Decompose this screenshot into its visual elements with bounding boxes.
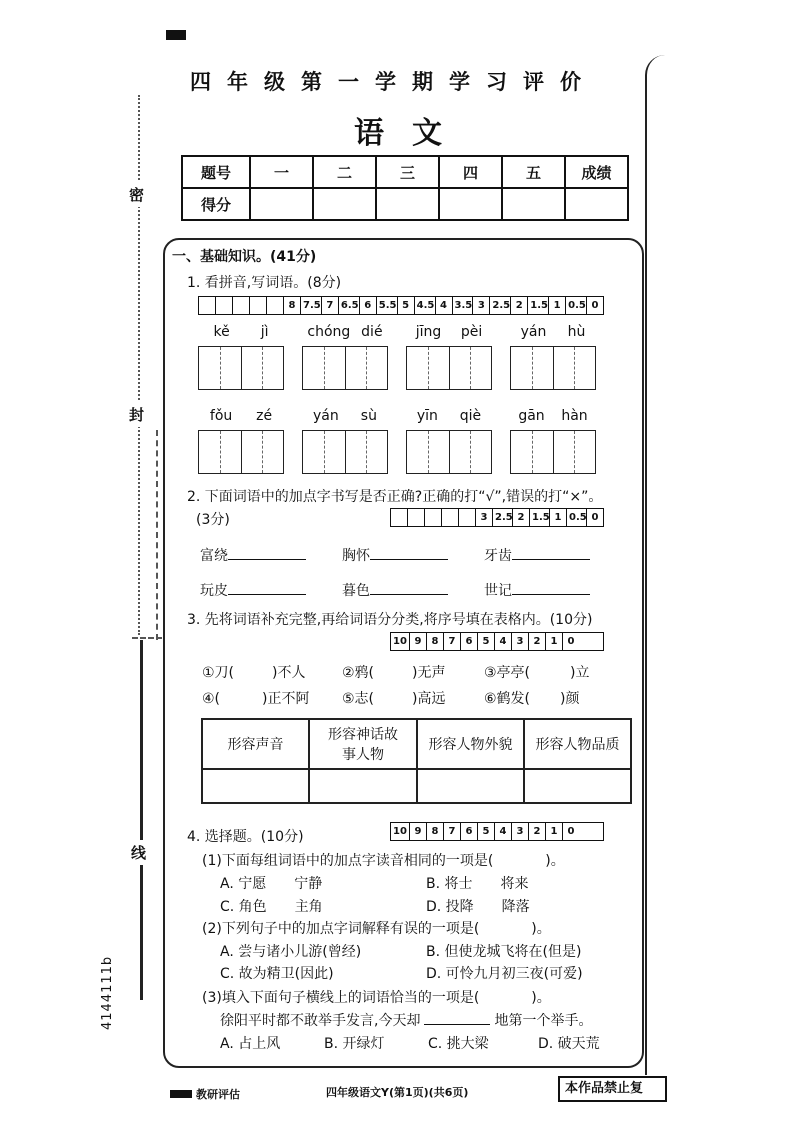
char-boxes[interactable] (198, 430, 284, 474)
q2-scorebar: 3 2.5 2 1.5 1 0.5 0 (390, 508, 604, 527)
q4-option[interactable]: A. 宁愿 宁静 (220, 876, 323, 892)
section-heading: 一、基础知识。(41分) (172, 249, 317, 265)
category-header: 形容神话故事人物 (309, 719, 417, 769)
binding-line (132, 637, 162, 639)
pinyin-group: jīng pèi (406, 324, 492, 390)
score-col-1: 一 (250, 156, 313, 188)
q1-title: 1. 看拼音,写词语。(8分) (187, 275, 342, 291)
right-border (645, 55, 667, 1075)
category-table (201, 718, 632, 804)
char-boxes[interactable] (198, 346, 284, 390)
score-table (181, 155, 629, 221)
corner-mark (166, 30, 186, 40)
pinyin-group: yán hù (510, 324, 596, 390)
binding-line (138, 95, 140, 635)
q4-option[interactable]: D. 投降 降落 (426, 899, 530, 915)
score-cell[interactable] (502, 188, 565, 220)
q2-word: 暮色 (342, 580, 448, 600)
score-table-header-label: 题号 (182, 156, 250, 188)
q2-title: 2. 下面词语中的加点字书写是否正确?正确的打“√”,错误的打“×”。 (187, 489, 603, 505)
copyright-stamp: 本作品禁止复 (558, 1076, 667, 1102)
binding-line (140, 640, 143, 1000)
q4-sub3-stem: (3)填入下面句子横线上的词语恰当的一项是( )。 (202, 990, 551, 1006)
category-answer-cell[interactable] (417, 769, 524, 803)
category-answer-cell[interactable] (309, 769, 417, 803)
seal-char-mi: 密 (129, 182, 144, 207)
q3-item: ④( )正不阿 (202, 691, 310, 707)
pinyin-group: kě jì (198, 324, 284, 390)
score-col-total: 成绩 (565, 156, 628, 188)
pinyin-group: gān hàn (510, 408, 596, 474)
q4-sub2-stem: (2)下列句子中的加点字词解释有误的一项是( )。 (202, 921, 551, 937)
char-boxes[interactable] (302, 430, 388, 474)
seal-char-xian: 线 (131, 840, 146, 865)
q3-item: ⑥鹤发( )颜 (484, 691, 580, 707)
paper-code: 4144111b (100, 955, 115, 1030)
score-col-5: 五 (502, 156, 565, 188)
q4-option[interactable]: A. 尝与诸小儿游(曾经) (220, 944, 362, 960)
q2-word: 胸怀 (342, 545, 448, 565)
binding-line (156, 430, 158, 640)
q4-option[interactable]: A. 占上风 (220, 1036, 281, 1052)
char-boxes[interactable] (510, 346, 596, 390)
pinyin-group: yán sù (302, 408, 388, 474)
subject-title: 语文 (354, 116, 470, 151)
char-boxes[interactable] (510, 430, 596, 474)
q2-score: (3分) (196, 512, 230, 528)
q3-scorebar: 10 9 8 7 6 5 4 3 2 1 0 (390, 632, 604, 651)
score-cell[interactable] (250, 188, 313, 220)
q4-title: 4. 选择题。(10分) (187, 829, 304, 845)
score-cell[interactable] (313, 188, 376, 220)
q4-sub1-stem: (1)下面每组词语中的加点字读音相同的一项是( )。 (202, 853, 565, 869)
score-col-3: 三 (376, 156, 439, 188)
category-header: 形容人物外貌 (417, 719, 524, 769)
q2-word: 世记 (484, 580, 590, 600)
q4-option[interactable]: C. 挑大梁 (428, 1036, 489, 1052)
q3-title: 3. 先将词语补充完整,再给词语分分类,将序号填在表格内。(10分) (187, 612, 593, 628)
footer-left: 教研评估 (196, 1088, 240, 1101)
char-boxes[interactable] (406, 430, 492, 474)
q4-option[interactable]: C. 故为精卫(因此) (220, 966, 334, 982)
category-header: 形容人物品质 (524, 719, 631, 769)
category-answer-cell[interactable] (202, 769, 309, 803)
q2-word: 玩皮 (200, 580, 306, 600)
q1-scorebar: 8 7.5 7 6.5 6 5.5 5 4.5 4 3.5 3 2.5 2 1.5 1 0.5 0 (198, 296, 604, 315)
q4-option[interactable]: D. 破天荒 (538, 1036, 600, 1052)
char-boxes[interactable] (302, 346, 388, 390)
q4-scorebar: 10 9 8 7 6 5 4 3 2 1 0 (390, 822, 604, 841)
q4-option[interactable]: B. 开绿灯 (324, 1036, 385, 1052)
q4-option[interactable]: D. 可怜九月初三夜(可爱) (426, 966, 583, 982)
q4-option[interactable]: B. 将士 将来 (426, 876, 529, 892)
score-cell[interactable] (376, 188, 439, 220)
pinyin-group: yīn qiè (406, 408, 492, 474)
score-col-2: 二 (313, 156, 376, 188)
footer-page: 四年级语文Y(第1页)(共6页) (326, 1086, 469, 1099)
pinyin-group: chóng dié (302, 324, 388, 390)
footer-mark (170, 1090, 192, 1098)
score-cell[interactable] (439, 188, 502, 220)
q3-item: ⑤志( )高远 (342, 691, 446, 707)
q3-item: ③亭亭( )立 (484, 665, 590, 681)
seal-char-feng: 封 (129, 402, 144, 427)
q2-word: 牙齿 (484, 545, 590, 565)
q3-item: ②鸦( )无声 (342, 665, 446, 681)
q2-word: 富绕 (200, 545, 306, 565)
score-table-row-label: 得分 (182, 188, 250, 220)
pinyin-group: fǒu zé (198, 408, 284, 474)
category-answer-cell[interactable] (524, 769, 631, 803)
score-col-4: 四 (439, 156, 502, 188)
category-header: 形容声音 (202, 719, 309, 769)
q3-item: ①刀( )不人 (202, 665, 306, 681)
char-boxes[interactable] (406, 346, 492, 390)
q4-sub3-sentence: 徐阳平时都不敢举手发言,今天却 地第一个举手。 (220, 1013, 593, 1029)
score-cell[interactable] (565, 188, 628, 220)
q4-option[interactable]: C. 角色 主角 (220, 899, 323, 915)
page-title: 四年级第一学期学习评价 (190, 70, 597, 94)
q4-option[interactable]: B. 但使龙城飞将在(但是) (426, 944, 582, 960)
